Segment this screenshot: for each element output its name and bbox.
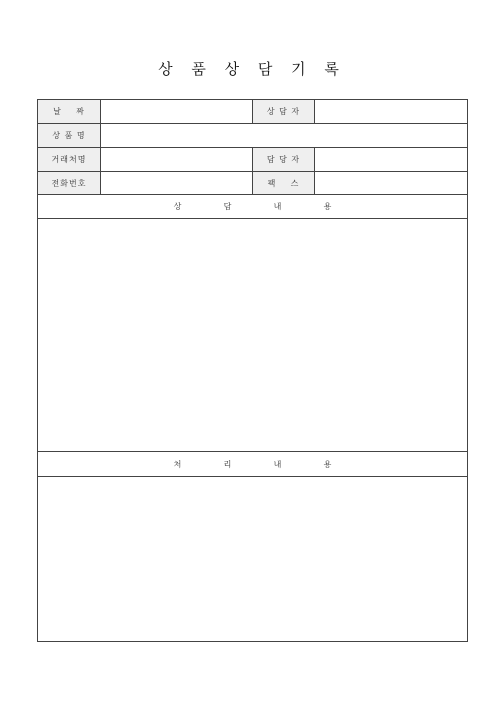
fax-field[interactable] bbox=[315, 172, 468, 195]
product-field[interactable] bbox=[101, 124, 468, 148]
page-title: 상 품 상 담 기 록 bbox=[158, 60, 346, 78]
consultation-header-char-4: 용 bbox=[323, 202, 332, 211]
processing-header-char-3: 내 bbox=[273, 459, 282, 469]
manager-field[interactable] bbox=[315, 148, 468, 172]
consultant-field[interactable] bbox=[315, 100, 468, 124]
form-row-client bbox=[38, 148, 468, 172]
date-label: 날 짜 bbox=[38, 100, 101, 124]
processing-header-char-4: 용 bbox=[323, 459, 332, 469]
consultation-form-table bbox=[37, 99, 468, 642]
consultant-label: 상 담 자 bbox=[253, 100, 315, 124]
form-row-date bbox=[38, 100, 468, 124]
consultation-section-header bbox=[38, 195, 468, 219]
consultation-body-row bbox=[38, 219, 468, 452]
manager-label: 담 당 자 bbox=[253, 148, 315, 172]
processing-header-char-1: 처 bbox=[173, 459, 182, 469]
date-field[interactable] bbox=[101, 100, 253, 124]
processing-header-char-2: 리 bbox=[223, 459, 232, 469]
processing-section-header-row bbox=[38, 452, 468, 477]
consultation-header-char-3: 내 bbox=[273, 202, 282, 211]
form-row-product bbox=[38, 124, 468, 148]
consultation-section-header-row bbox=[38, 195, 468, 219]
client-label: 거래처명 bbox=[38, 148, 101, 172]
processing-content-area[interactable] bbox=[38, 477, 468, 642]
phone-field[interactable] bbox=[101, 172, 253, 195]
processing-body-row bbox=[38, 477, 468, 642]
consultation-content-area[interactable] bbox=[38, 219, 468, 452]
consultation-header-char-1: 상 bbox=[173, 202, 182, 211]
client-field[interactable] bbox=[101, 148, 253, 172]
processing-section-header bbox=[38, 452, 468, 477]
form-row-phone bbox=[38, 172, 468, 195]
fax-label: 팩 스 bbox=[253, 172, 315, 195]
product-label: 상 품 명 bbox=[38, 124, 101, 148]
phone-label: 전화번호 bbox=[38, 172, 101, 195]
consultation-header-char-2: 담 bbox=[223, 202, 232, 211]
